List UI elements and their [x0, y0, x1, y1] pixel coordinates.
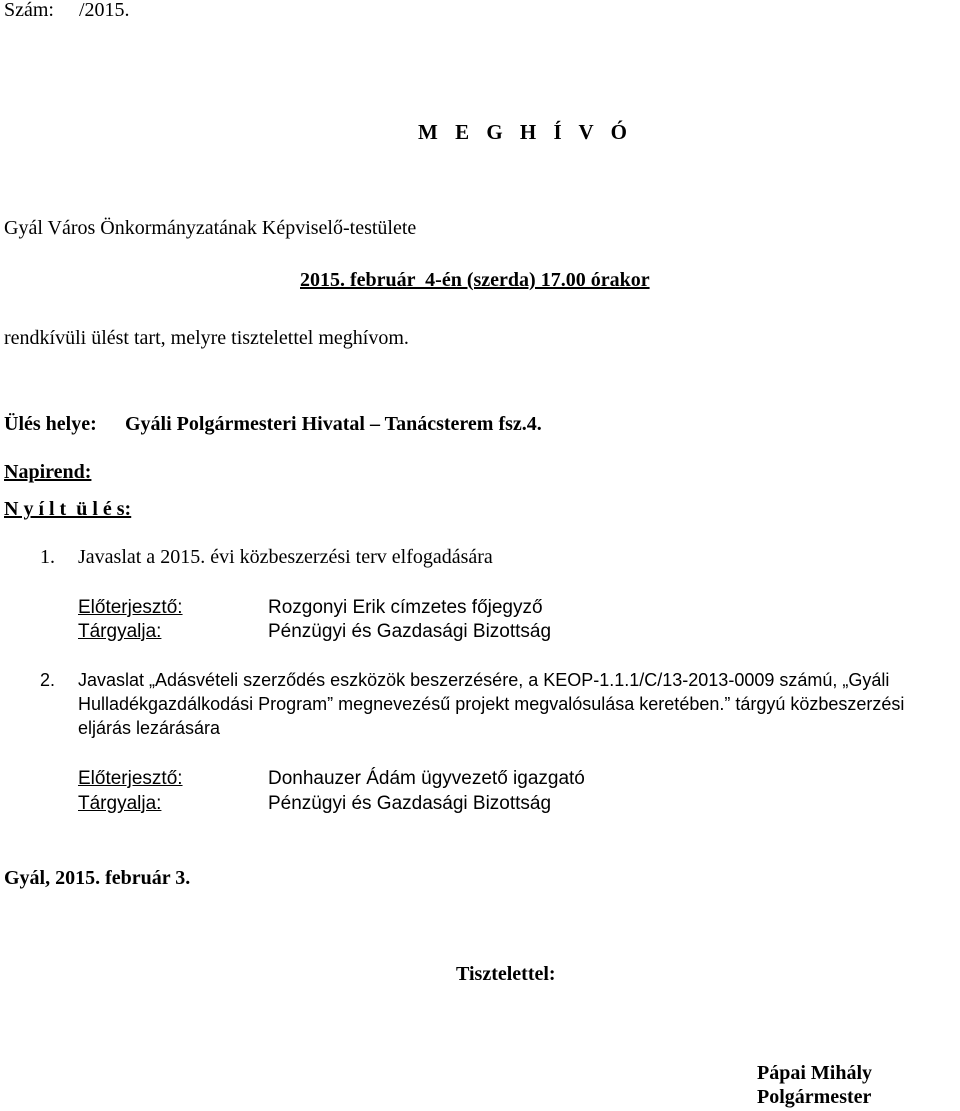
- presenter-label-text: Előterjesztő:: [78, 768, 183, 789]
- presenter-label: [78, 597, 183, 620]
- committee-name: Pénzügyi és Gazdasági Bizottság: [268, 793, 552, 814]
- council-name: Gyál Város Önkormányzatának Képviselő-testülete: [4, 217, 417, 239]
- item-title-line: Javaslat „Adásvételi szerződés eszközök beszerzésére, a KEOP-1.1.1/C/13-2013-0009 számú, „Gyáli: [78, 670, 890, 690]
- document-title: M E G H Í V Ó: [418, 120, 633, 144]
- venue-label: Ülés helye:: [4, 413, 97, 435]
- presenter-name: Donhauzer Ádám ügyvezető igazgató: [268, 768, 585, 789]
- invitation-text: rendkívüli ülést tart, melyre tisztelettel meghívom.: [4, 327, 409, 349]
- open-session-label: N y í l t ü l é s:: [4, 498, 132, 520]
- venue-value: Gyáli Polgármesteri Hivatal – Tanácsterem fsz.4.: [125, 413, 542, 435]
- place-date: Gyál, 2015. február 3.: [4, 867, 191, 889]
- committee-label: [78, 621, 161, 644]
- meeting-date: 2015. február 4-én (szerda) 17.00 órakor: [300, 269, 650, 291]
- committee-name: Pénzügyi és Gazdasági Bizottság: [268, 621, 552, 642]
- signer-title: Polgármester: [757, 1086, 872, 1108]
- item-title-line: eljárás lezárására: [78, 718, 221, 738]
- agenda-label: Napirend:: [4, 461, 92, 483]
- item-title-line: Hulladékgazdálkodási Program” megnevezésű projekt megvalósulása keretében.” tárgyú közbeszerzési: [78, 694, 905, 714]
- committee-label: [78, 793, 161, 816]
- item-number: 2.: [40, 670, 56, 690]
- committee-label-text: Tárgyalja:: [78, 793, 162, 814]
- signer-name: Pápai Mihály: [757, 1062, 873, 1084]
- item-number: 1.: [40, 546, 55, 568]
- reference-number: Szám: /2015.: [4, 0, 130, 21]
- presenter-name: Rozgonyi Erik címzetes főjegyző: [268, 597, 543, 618]
- regards-text: Tisztelettel:: [456, 963, 556, 985]
- item-title-line: Javaslat a 2015. évi közbeszerzési terv elfogadására: [78, 546, 493, 568]
- committee-label-text: Tárgyalja:: [78, 621, 162, 642]
- presenter-label: [78, 768, 183, 791]
- presenter-label-text: Előterjesztő:: [78, 597, 183, 618]
